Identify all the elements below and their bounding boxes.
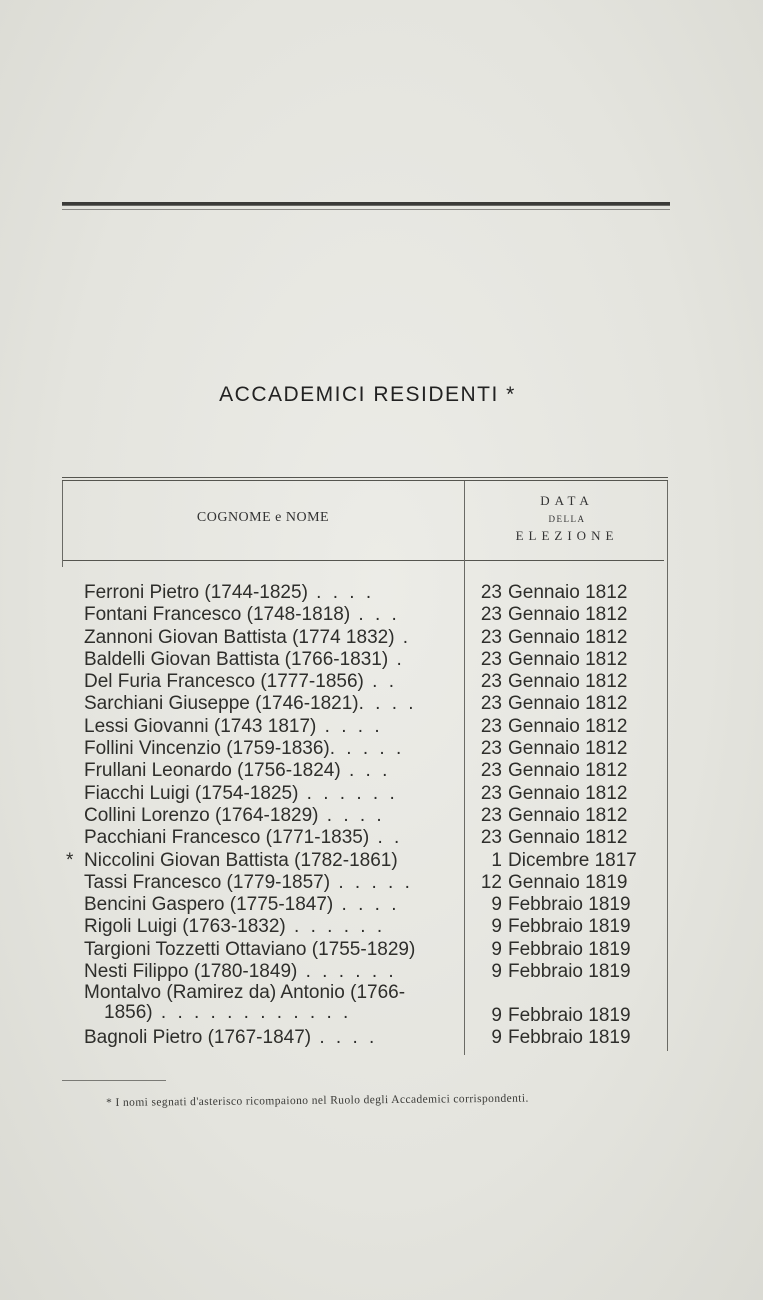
dot-leader: . . . . [307,582,375,603]
dot-leader: . . . . . [330,871,413,893]
member-name [84,983,456,1023]
date-month-year: Gennaio 1812 [508,693,628,715]
page-title: ACCADEMICI RESIDENTI * [219,383,516,406]
date-day: 23 [480,648,502,670]
election-date [466,872,656,894]
dot-leader: . . . . [318,804,385,826]
member-name-continuation [84,1003,456,1023]
date-day: 23 [480,738,502,760]
member-name-text: Del Furia Francesco (1777-1856) [84,671,364,693]
dot-leader: . [394,626,412,648]
table-row [0,783,763,805]
election-date [466,961,656,983]
date-day: 23 [480,804,502,826]
election-date [466,627,656,649]
dot-leader: . . . . . . [285,916,386,938]
member-name [84,760,456,782]
header-cognome-nome [62,510,464,526]
date-day: 23 [480,604,502,626]
member-name [84,783,456,805]
dot-leader: . . . [340,760,391,782]
election-date [466,1005,656,1027]
date-month-year: Gennaio 1812 [508,715,628,737]
date-month-year: Gennaio 1812 [508,782,628,804]
date-month-year: Gennaio 1812 [508,738,628,760]
date-month-year: Dicembre 1817 [508,849,637,871]
table-row [0,939,763,961]
date-day: 23 [480,782,502,804]
date-month-year: Gennaio 1812 [508,804,628,826]
header-della: DELLA [548,514,586,524]
dot-leader: . . . . . [329,738,405,760]
date-day: 9 [491,894,502,916]
member-name [84,716,456,738]
table-row [0,805,763,827]
table-row [0,827,763,849]
election-date [466,1027,656,1049]
election-date [466,760,656,782]
dot-leader: . . . . . . [298,782,398,804]
member-name-text: Follini Vincenzio (1759-1836) [84,738,330,760]
member-name-text: Bencini Gaspero (1775-1847) [84,894,334,916]
member-name [84,671,456,693]
date-day: 9 [491,916,502,938]
member-name-text: Zannoni Giovan Battista (1774 1832) [84,626,395,648]
table-row [0,983,763,1027]
table-row [0,582,763,604]
member-name-text: Niccolini Giovan Battista (1782-1861) [84,849,398,871]
election-date [466,649,656,671]
member-name [84,850,456,872]
member-name [84,894,456,916]
member-name-text: Pacchiani Francesco (1771-1835) [84,827,370,849]
header-elezione: ELEZIONE [515,528,619,543]
member-name-text: Rigoli Luigi (1763-1832) [84,916,286,938]
election-date [466,805,656,827]
dot-leader: . [388,648,405,670]
dot-leader: . . . . [358,693,417,715]
member-name-text: Collini Lorenzo (1764-1829) [84,804,319,826]
table-row [0,604,763,626]
election-date [466,939,656,961]
member-name [84,693,456,715]
election-date [466,716,656,738]
date-day: 23 [480,760,502,782]
date-month-year: Gennaio 1812 [508,648,628,670]
table-row [0,872,763,894]
election-date [466,604,656,626]
member-name-text: Targioni Tozzetti Ottaviano (1755-1829) [84,938,416,960]
dot-leader: . . [369,827,403,849]
dot-leader: . . . . . . [297,961,397,983]
member-name [84,872,456,894]
member-name [84,827,456,849]
date-day: 9 [491,961,502,983]
date-day: 23 [480,827,502,849]
member-name-text: Tassi Francesco (1779-1857) [84,871,331,893]
member-name-text: Bagnoli Pietro (1767-1847) [84,1027,312,1049]
date-day: 9 [491,1027,502,1049]
header-bottom-rule [62,560,664,561]
date-day: 9 [491,938,502,960]
date-month-year: Gennaio 1812 [508,626,628,648]
election-date [466,850,656,872]
table-row [0,760,763,782]
election-date [466,671,656,693]
table-row [0,894,763,916]
table-row [0,850,763,872]
date-month-year: Febbraio 1819 [508,1027,631,1049]
date-month-year: Febbraio 1819 [508,961,631,983]
header-name-text: COGNOME e NOME [196,510,330,525]
date-month-year: Febbraio 1819 [508,894,631,916]
table-row [0,671,763,693]
dot-leader: . . . . . . . . . . . . [152,1002,352,1024]
member-name [84,582,456,604]
date-day: 9 [491,1005,502,1027]
date-month-year: Gennaio 1812 [508,671,628,693]
dot-leader: . . [363,671,397,693]
member-name-text: Ferroni Pietro (1744-1825) [84,582,308,603]
header-data: DATA [540,493,594,508]
table-row [0,961,763,983]
top-thin-rule [62,209,670,210]
election-date [466,693,656,715]
date-day: 12 [480,871,502,893]
table-row [0,627,763,649]
date-day: 23 [480,693,502,715]
date-month-year: Gennaio 1812 [508,604,628,626]
dot-leader: . . . . [311,1027,378,1049]
member-name [84,916,456,938]
member-name-text-2: 1856) [104,1002,153,1024]
member-name-text: Montalvo (Ramirez da) Antonio (1766- [84,983,406,1004]
table-row [0,738,763,760]
member-name-text: Lessi Giovanni (1743 1817) [84,715,317,737]
election-date [466,738,656,760]
date-month-year: Gennaio 1812 [508,760,628,782]
date-day: 1 [491,849,502,871]
member-name-text: Baldelli Giovan Battista (1766-1831) [84,648,389,670]
member-name-text: Frullani Leonardo (1756-1824) [84,760,341,782]
footnote: * I nomi segnati d'asterisco ricompaiono nel Ruolo degli Accademici corrispondenti. [106,1092,529,1109]
date-month-year: Febbraio 1819 [508,916,631,938]
member-name [84,961,456,983]
date-day: 23 [480,715,502,737]
date-month-year: Febbraio 1819 [508,1005,631,1027]
member-name-text: Fiacchi Luigi (1754-1825) [84,782,299,804]
member-name [84,939,456,961]
table-row [0,1027,763,1049]
member-name [84,627,456,649]
table-row [0,716,763,738]
member-name-text: Sarchiani Giuseppe (1746-1821) [84,693,359,715]
election-date [466,894,656,916]
date-day: 23 [480,582,502,603]
member-name-text: Nesti Filippo (1780-1849) [84,961,298,983]
table-row [0,693,763,715]
election-date [466,783,656,805]
dot-leader: . . . [350,604,400,626]
footnote-separator [62,1080,166,1081]
member-name-text: Fontani Francesco (1748-1818) [84,604,351,626]
top-double-rule [62,202,670,206]
table-top-rule [62,477,668,478]
table-row [0,649,763,671]
member-name [84,649,456,671]
dot-leader: . . . . [316,715,383,737]
member-name [84,1027,456,1049]
date-month-year: Gennaio 1812 [508,827,628,849]
table-row [0,916,763,938]
table-top-rule-2 [62,480,668,481]
member-list [0,582,763,1050]
member-name [84,604,456,626]
dot-leader: . . . . [333,894,400,916]
election-date [466,827,656,849]
member-name [84,738,456,760]
date-day: 23 [480,671,502,693]
member-name [84,805,456,827]
row-asterisk: * [66,849,74,871]
date-month-year: Gennaio 1812 [508,582,628,603]
election-date [466,582,656,604]
date-month-year: Gennaio 1819 [508,871,628,893]
election-date [466,916,656,938]
date-month-year: Febbraio 1819 [508,938,631,960]
date-day: 23 [480,626,502,648]
